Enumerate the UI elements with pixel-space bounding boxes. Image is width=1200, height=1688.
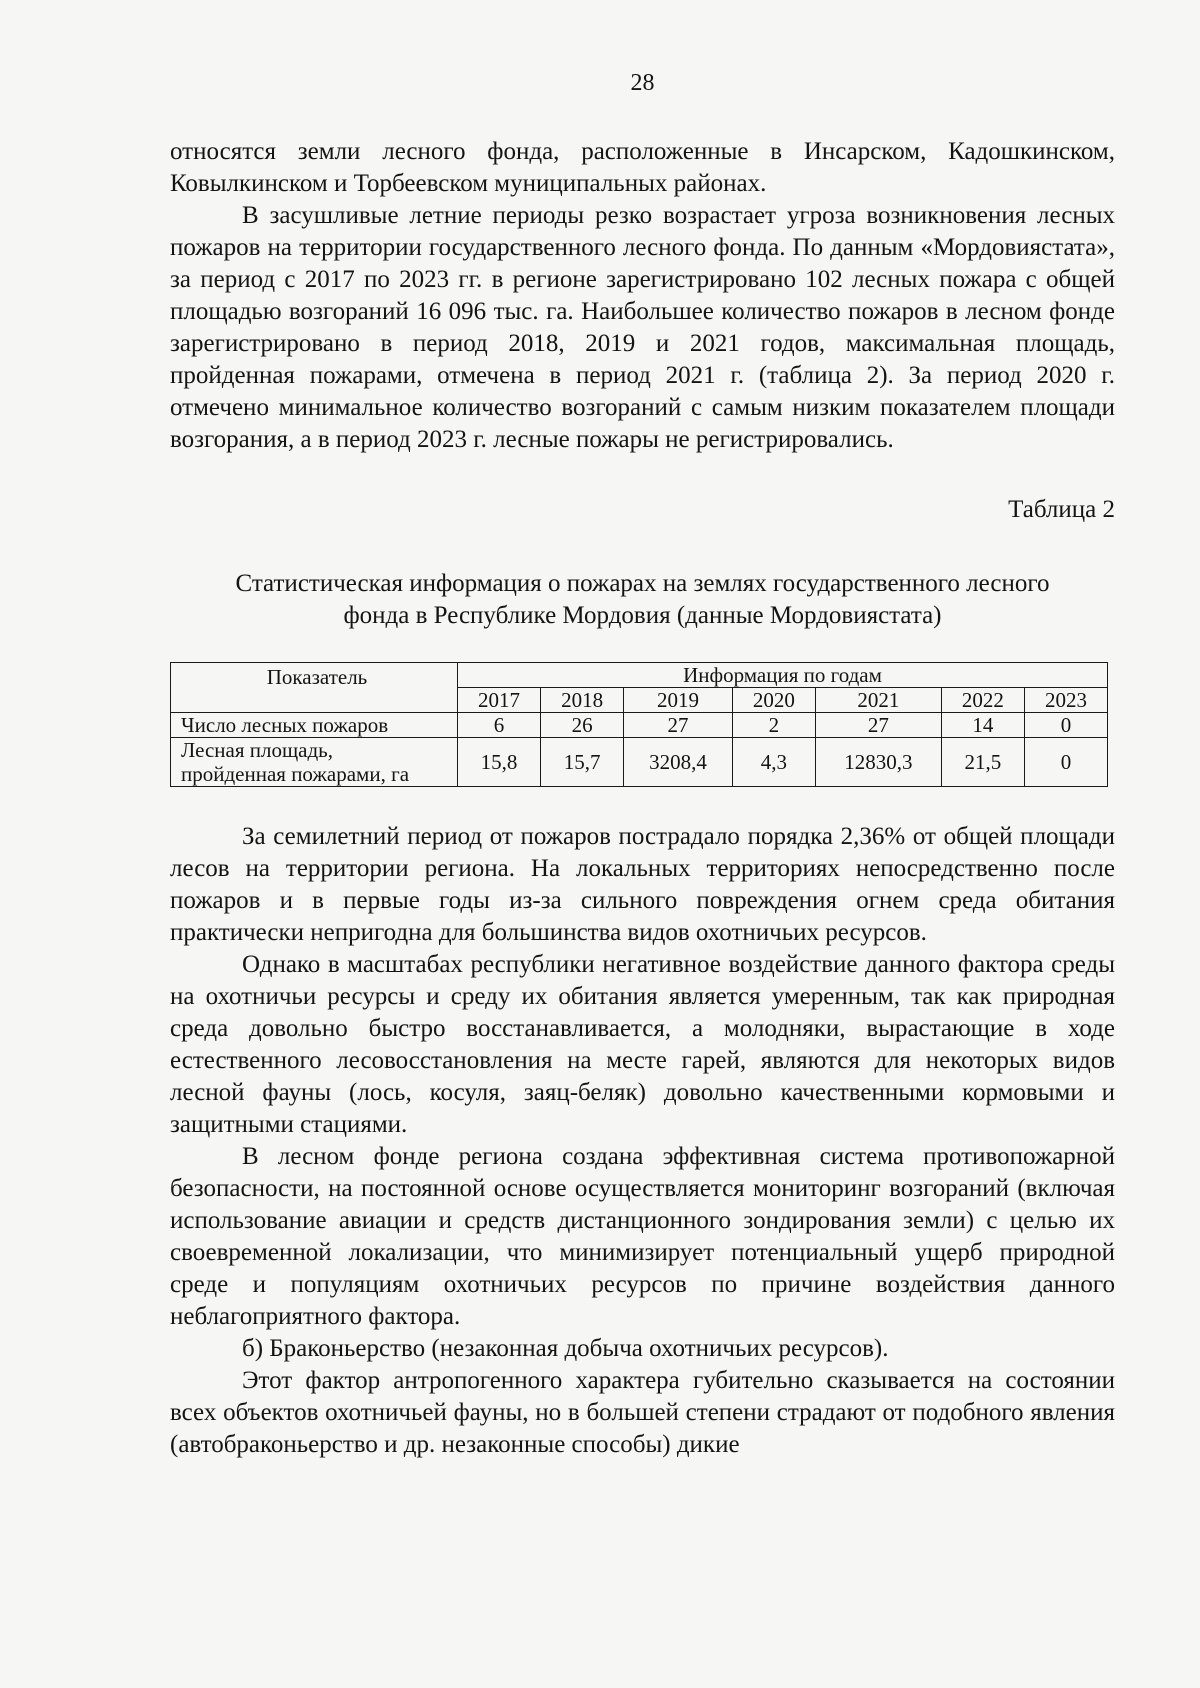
table-cell: 0 (1024, 713, 1107, 738)
table-cell: 27 (815, 713, 941, 738)
table-cell: 4,3 (732, 738, 815, 787)
page-number: 28 (630, 70, 655, 96)
table-row (171, 713, 1108, 738)
paragraph-damage-share: За семилетний период от пожаров пострадало порядка 2,36% от общей площади лесов на территории региона. На локальных территориях непосредственно после пожаров и в первые годы из-за сильного повреждения огнем среда обитания практически непригодна для большинства видов охотничьих ресурсов. (170, 823, 1115, 946)
table-cell: 0 (1024, 738, 1107, 787)
paragraph-poaching: Этот фактор антропогенного характера губительно сказывается на состоянии всех объектов охотничьей фауны, но в большей степени страдают от подобного явления (автобраконьерство и др. незаконные способы) дикие (170, 1367, 1115, 1458)
table-cell: 27 (624, 713, 733, 738)
document-body (170, 136, 1115, 1461)
table-cell: 14 (941, 713, 1024, 738)
table-cell: 26 (541, 713, 624, 738)
table-title-line-1: Статистическая информация о пожарах на землях государственного лесного (235, 570, 1050, 597)
row-label-line: Лесная площадь, (181, 738, 333, 762)
header-year: 2023 (1024, 688, 1107, 713)
header-year: 2018 (541, 688, 624, 713)
table-cell: 21,5 (941, 738, 1024, 787)
header-year: 2021 (815, 688, 941, 713)
paragraph-continuation: относятся земли лесного фонда, расположенные в Инсарском, Кадошкинском, Ковылкинском и Торбеевском муниципальных районах. (170, 138, 1115, 197)
header-years-group: Информация по годам (458, 663, 1108, 688)
table-cell: 12830,3 (815, 738, 941, 787)
paragraph-fire-safety-system: В лесном фонде региона создана эффективная система противопожарной безопасности, на постоянной основе осуществляется мониторинг возгораний (включая использование авиации и средств дистанционного зондирования земли) с целью их своевременной локализации, что минимизирует потенциальный ущерб природной среде и популяциям охотничьих ресурсов по причине воздействия данного неблагоприятного фактора. (170, 1143, 1115, 1330)
paragraph-moderate-impact: Однако в масштабах республики негативное воздействие данного фактора среды на охотничьи ресурсы и среду их обитания является умеренным, так как природная среда довольно быстро восстанавливается, а молодняки, вырастающие в ходе естественного лесовосстановления на месте гарей, являются для некоторых видов лесной фауны (лось, косуля, заяц-беляк) довольно качественными кормовыми и защитными стациями. (170, 951, 1115, 1138)
row-label (171, 713, 458, 738)
table-cell: 6 (458, 713, 541, 738)
paragraph-poaching-heading: б) Браконьерство (незаконная добыча охотничьих ресурсов). (242, 1335, 889, 1362)
header-indicator: Показатель (171, 663, 458, 713)
paragraph-forest-fires: В засушливые летние периоды резко возрастает угроза возникновения лесных пожаров на территории государственного лесного фонда. По данным «Мордовиястата», за период с 2017 по 2023 гг. в регионе зарегистрировано 102 лесных пожара с общей площадью возгораний 16 096 тыс. га. Наибольшее количество пожаров в лесном фонде зарегистрировано в период 2018, 2019 и 2021 годов, максимальная площадь, пройденная пожарами, отмечена в период 2021 г. (таблица 2). За период 2020 г. отмечено минимальное количество возгораний с самым низким показателем площади возгорания, а в период 2023 г. лесные пожары не регистрировались. (170, 202, 1115, 453)
header-year: 2019 (624, 688, 733, 713)
table-cell: 15,8 (458, 738, 541, 787)
row-label-line: Число лесных пожаров (181, 713, 389, 737)
table-cell: 15,7 (541, 738, 624, 787)
row-label-line: пройденная пожарами, га (181, 762, 410, 786)
header-year: 2022 (941, 688, 1024, 713)
table-row (171, 738, 1108, 787)
table-cell: 3208,4 (624, 738, 733, 787)
header-year: 2017 (458, 688, 541, 713)
table-cell: 2 (732, 713, 815, 738)
table-title (170, 568, 1115, 632)
table-label: Таблица 2 (1008, 496, 1115, 523)
table-header-row (171, 663, 1108, 688)
table-title-line-2: фонда в Республике Мордовия (данные Мордовиястата) (343, 602, 942, 629)
fire-statistics-table (170, 662, 1108, 787)
header-year: 2020 (732, 688, 815, 713)
row-label (171, 738, 458, 787)
